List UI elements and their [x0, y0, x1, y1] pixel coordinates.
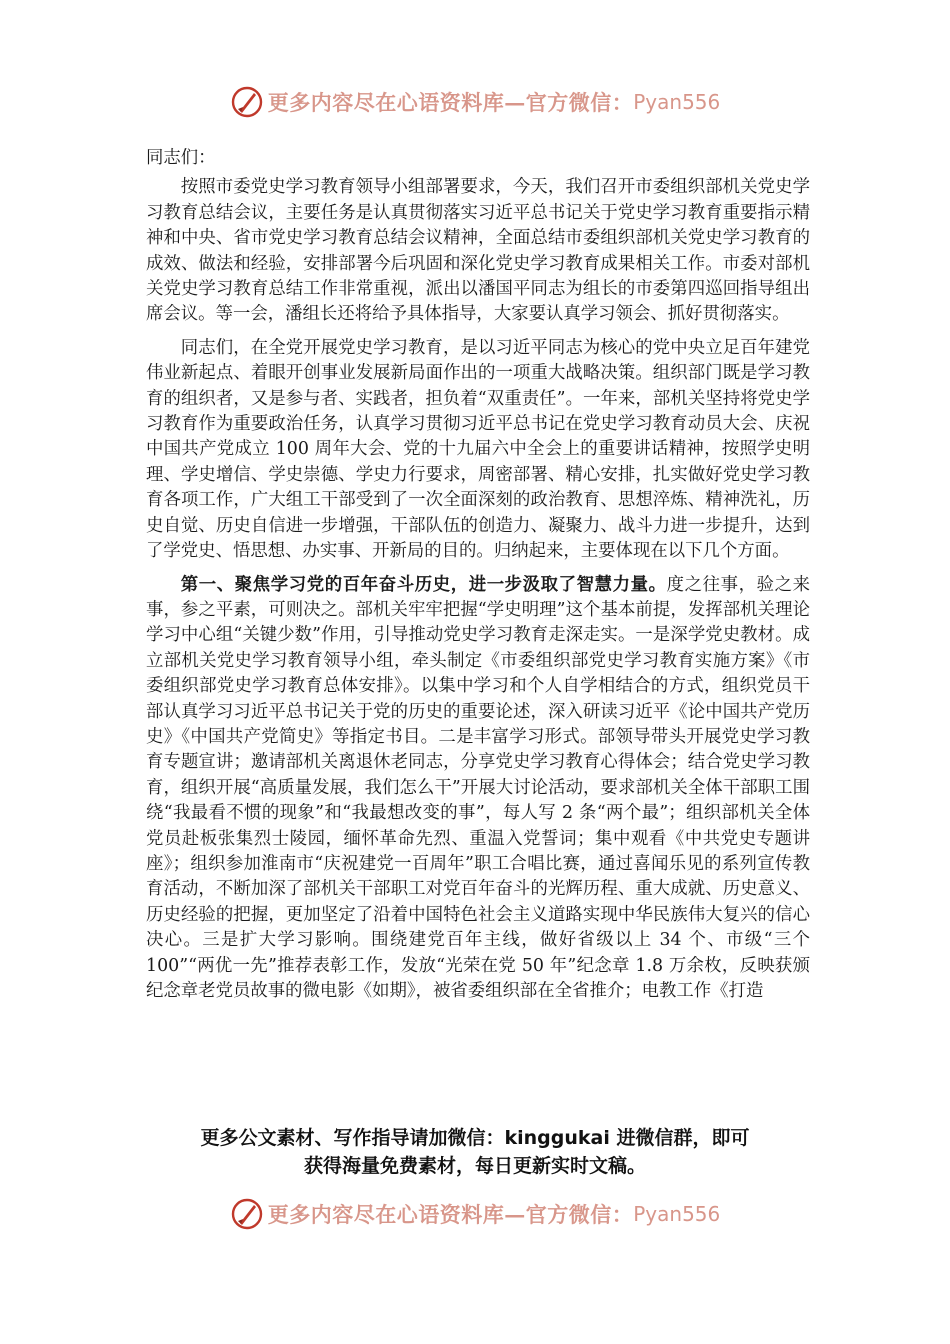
footer-banner-wechat-id: Pyan556: [633, 1202, 721, 1226]
quill-pen-logo-icon: [230, 85, 264, 119]
promo-notice: [120, 1124, 830, 1180]
section-1-heading: 第一、聚焦学习党的百年奋斗历史，进一步汲取了智慧力量。: [180, 574, 667, 595]
document-body: [146, 146, 810, 1012]
promo-line-1: 更多公文素材、写作指导请加微信：kinggukai 进微信群，即可: [200, 1127, 750, 1149]
paragraph-section-1: [146, 573, 810, 1005]
section-1-body: 度之往事，验之来事，参之平素，可则决之。部机关牢牢把握“学史明理”这个基本前提，发挥部机关理论学习中心组“关键少数”作用，引导推动党史学习教育走深走实。一是深学党史教材。成立部机关党史学习教育领导小组，牵头制定《市委组织部党史学习教育实施方案》《市委组织部党史学习教育总体安排》。以集中学习和个人自学相结合的方式，组织党员干部认真学习习近平总书记关于党的历史的重要论述，深入研读习近平《论中国共产党历史》《中国共产党简史》等指定书目。二是丰富学习形式。部领导带头开展党史学习教育专题宣讲；邀请部机关离退休老同志，分享党史学习教育心得体会；结合党史学习教育，组织开展“高质量发展，我们怎么干”开展大讨论活动，要求部机关全体干部职工围绕“我最看不惯的现象”和“我最想改变的事”，每人写 2 条“两个最”；组织部机关全体党员赴板张集烈士陵园，缅怀革命先烈、重温入党誓词；集中观看《中共党史专题讲座》；组织参加淮南市“庆祝建党一百周年”职工合唱比赛，通过喜闻乐见的系列宣传教育活动，不断加深了部机关干部职工对党百年奋斗的光辉历程、重大成就、历史意义、历史经验的把握，更加坚定了沿着中国特色社会主义道路实现中华民族伟大复兴的信心决心。三是扩大学习影响。围绕建党百年主线，做好省级以上 34 个、市级“三个 100”“两优一先”推荐表彰工作，发放“光荣在党 50 年”纪念章 1.8 万余枚，反映获颁纪念章老党员故事的微电影《如期》，被省委组织部在全省推介；电教工作《打造: [146, 574, 810, 1001]
banner-wechat-id: Pyan556: [633, 90, 721, 114]
banner-text: 更多内容尽在心语资料库—官方微信：: [267, 90, 634, 115]
footer-banner-text: 更多内容尽在心语资料库—官方微信：: [267, 1202, 634, 1227]
paragraph-intro: 按照市委党史学习教育领导小组部署要求，今天，我们召开市委组织部机关党史学习教育总结会议，主要任务是认真贯彻落实习近平总书记关于党史学习教育重要指示精神和中央、省市党史学习教育总结会议精神，全面总结市委组织部机关党史学习教育的成效、做法和经验，安排部署今后巩固和深化党史学习教育成果相关工作。市委对部机关党史学习教育总结工作非常重视，派出以潘国平同志为组长的市委第四巡回指导组出席会议。等一会，潘组长还将给予具体指导，大家要认真学习领会、抓好贯彻落实。: [146, 177, 810, 325]
footer-banner: [0, 1192, 950, 1236]
promo-line-2: 获得海量免费素材，每日更新实时文稿。: [303, 1155, 646, 1177]
greeting: 同志们：: [146, 148, 216, 168]
paragraph-overview: 同志们，在全党开展党史学习教育，是以习近平同志为核心的党中央立足百年建党伟业新起点、着眼开创事业发展新局面作出的一项重大战略决策。组织部门既是学习教育的组织者，又是参与者、实践者，担负着“双重责任”。一年来，部机关坚持将党史学习教育作为重要政治任务，认真学习贯彻习近平总书记在党史学习教育动员大会、庆祝中国共产党成立 100 周年大会、党的十九届六中全会上的重要讲话精神，按照学史明理、学史增信、学史崇德、学史力行要求，周密部署、精心安排，扎实做好党史学习教育各项工作，广大组工干部受到了一次全面深刻的政治教育、思想淬炼、精神洗礼，历史自觉、历史自信进一步增强，干部队伍的创造力、凝聚力、战斗力进一步提升，达到了学党史、悟思想、办实事、开新局的目的。归纳起来，主要体现在以下几个方面。: [146, 337, 810, 562]
quill-pen-logo-icon: [230, 1197, 264, 1231]
header-banner: [0, 80, 950, 124]
